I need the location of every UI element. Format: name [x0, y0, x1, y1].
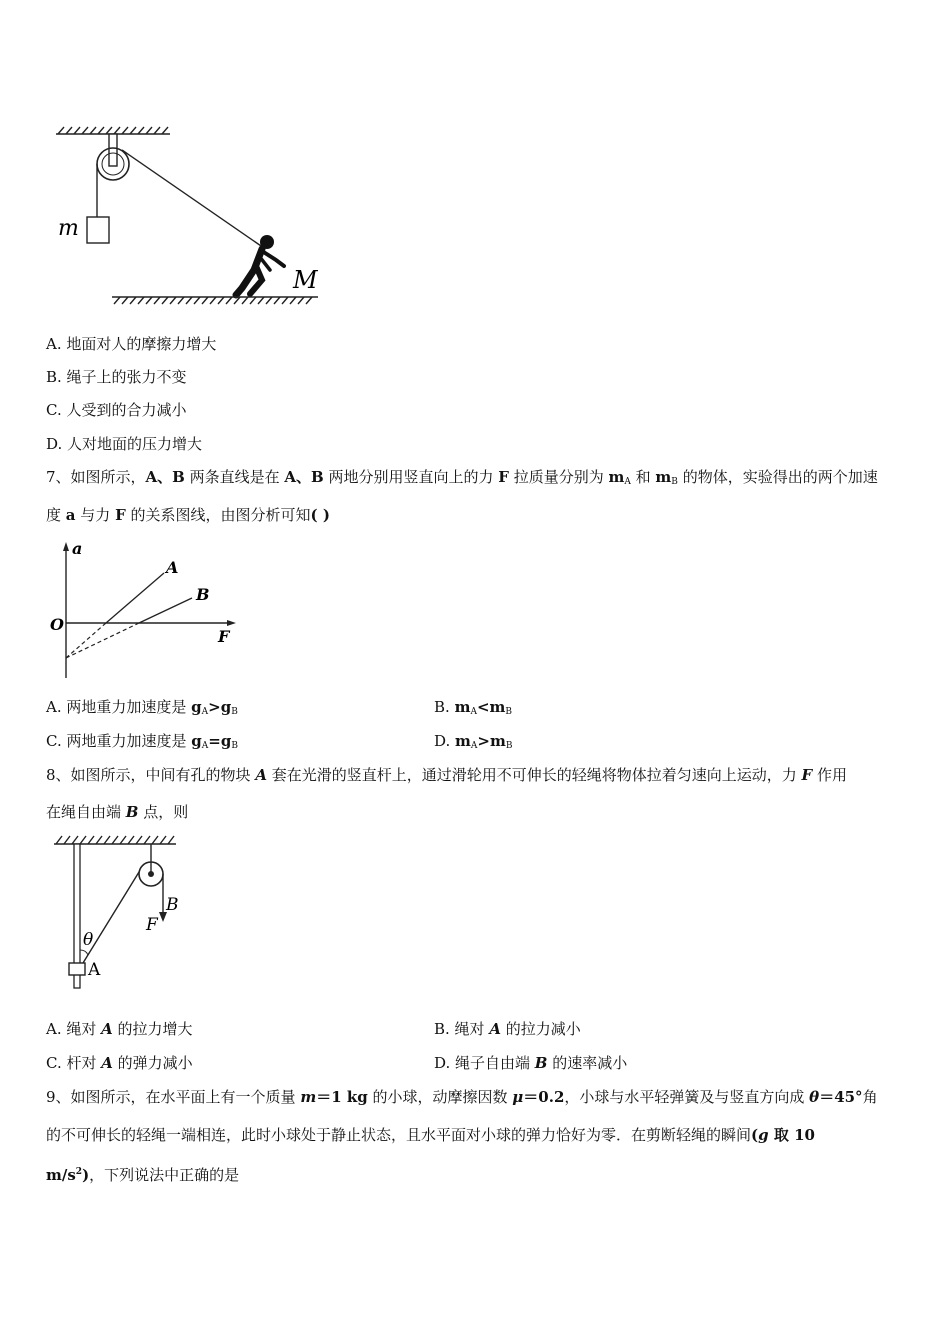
block-A — [69, 963, 85, 975]
label-F: F — [146, 915, 158, 935]
label-F: F — [218, 627, 230, 646]
label-B: B — [196, 585, 210, 604]
q7-option-d: D. $m_A>m_B$ — [434, 732, 513, 751]
label-B: B — [166, 895, 179, 915]
q7-option-a: A. 两地重力加速度是 $g_A>g_B$ — [46, 698, 238, 717]
q7-figure — [48, 538, 248, 684]
q8-option-d: D. 绳子自由端 B 的速率减小 — [434, 1054, 628, 1072]
rope-slant — [122, 150, 264, 248]
q8-option-c: C. 杆对 A 的弹力减小 — [46, 1054, 193, 1072]
q7-stem-line2: 度 a 与力 F 的关系图线，由图分析可知( ) — [46, 506, 330, 524]
q7-option-c: C. 两地重力加速度是 $g_A=g_B$ — [46, 732, 238, 751]
q8-option-a: A. 绳对 A 的拉力增大 — [46, 1020, 193, 1038]
q8-figure — [50, 832, 200, 992]
label-O: O — [50, 615, 64, 634]
ceiling-hatch — [54, 836, 176, 844]
q6-option-a: A. 地面对人的摩擦力增大 — [46, 335, 217, 353]
label-m: m — [58, 216, 79, 241]
theta-arc — [80, 950, 88, 955]
q7-stem-line1: 7、如图所示，A、B 两条直线是在 A、B 两地分别用竖直向上的力 F 拉质量分别为 $m_A$ 和 $m_B$ 的物体，实验得出的两个加速 — [46, 468, 878, 487]
pulley-bracket — [109, 134, 117, 166]
q6-option-d: D. 人对地面的压力增大 — [46, 435, 203, 453]
q9-stem-line1: 9、如图所示，在水平面上有一个质量 m＝1 kg 的小球，动摩擦因数 μ＝0.2，小球与水平轻弹簧及与竖直方向成 θ＝45°角 — [46, 1088, 878, 1106]
q6-option-c: C. 人受到的合力减小 — [46, 401, 187, 419]
label-A: A — [166, 558, 179, 577]
line-A-dashed — [66, 623, 106, 658]
q9-stem-line2: 的不可伸长的轻绳一端相连，此时小球处于静止状态，且水平面对小球的弹力恰好为零．在剪断轻绳的瞬间(g 取 10 — [46, 1126, 815, 1144]
label-A: A — [88, 960, 101, 980]
q8-option-b: B. 绳对 A 的拉力减小 — [434, 1020, 581, 1038]
label-M: M — [293, 266, 318, 294]
ground-hatch — [112, 297, 318, 304]
q8-stem-line2: 在绳自由端 B 点，则 — [46, 803, 189, 821]
q6-figure — [50, 120, 330, 310]
line-B — [139, 598, 192, 623]
ceiling-hatch — [56, 127, 170, 134]
line-B-dashed — [66, 623, 139, 658]
block-m — [87, 217, 109, 243]
q9-stem-line3: $m/s^2$)，下列说法中正确的是 — [46, 1166, 240, 1184]
person-icon — [236, 235, 284, 295]
label-a: a — [72, 539, 83, 558]
label-theta: θ — [83, 930, 94, 950]
q6-option-b: B. 绳子上的张力不变 — [46, 368, 187, 386]
q8-stem-line1: 8、如图所示，中间有孔的物块 A 套在光滑的竖直杆上，通过滑轮用不可伸长的轻绳将物体拉着匀速向上运动，力 F 作用 — [46, 766, 847, 784]
q7-option-b: B. $m_A<m_B$ — [434, 698, 513, 717]
